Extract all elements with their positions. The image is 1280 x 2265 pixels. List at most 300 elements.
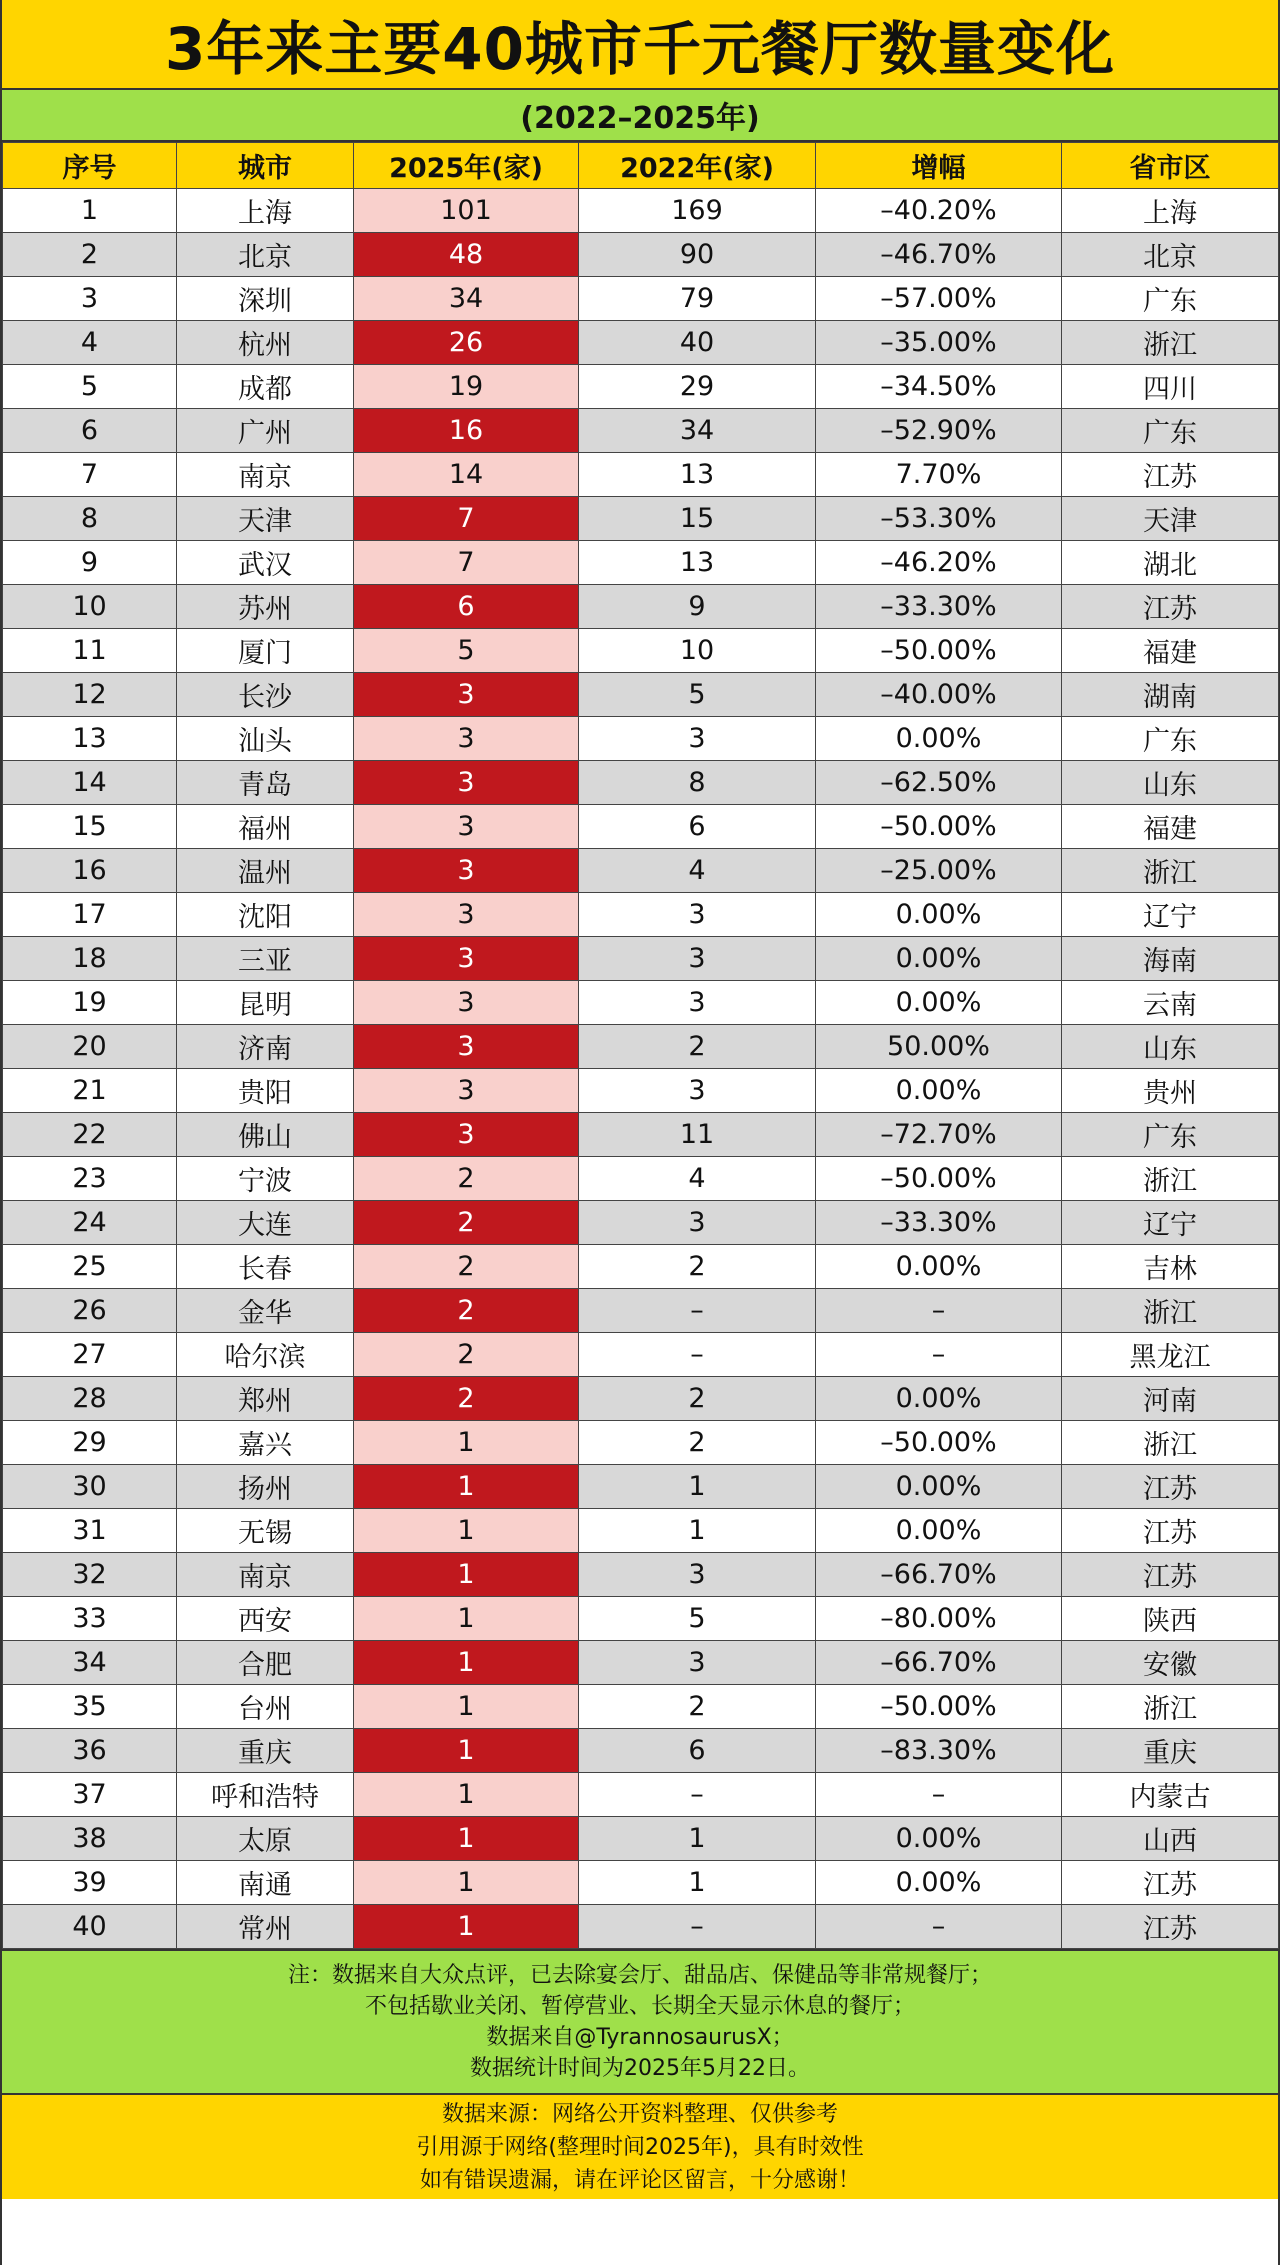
page-title: 3年来主要40城市千元餐厅数量变化 <box>2 0 1278 90</box>
cell-2025: 3 <box>354 1069 579 1113</box>
cell-2022: 3 <box>579 1641 816 1685</box>
cell-city: 无锡 <box>177 1509 354 1553</box>
cell-2022: 2 <box>579 1685 816 1729</box>
cell-province: 贵州 <box>1062 1069 1279 1113</box>
cell-province: 福建 <box>1062 805 1279 849</box>
cell-2025: 101 <box>354 189 579 233</box>
table-row <box>3 277 1279 321</box>
cell-province: 福建 <box>1062 629 1279 673</box>
table-row <box>3 1113 1279 1157</box>
cell-city: 长春 <box>177 1245 354 1289</box>
cell-change: 0.00% <box>816 893 1062 937</box>
cell-2022: 3 <box>579 981 816 1025</box>
header-2022: 2022年(家) <box>579 143 816 189</box>
cell-index: 33 <box>3 1597 177 1641</box>
cell-province: 黑龙江 <box>1062 1333 1279 1377</box>
cell-change: –50.00% <box>816 1421 1062 1465</box>
cell-2022: – <box>579 1905 816 1949</box>
cell-city: 广州 <box>177 409 354 453</box>
table-row <box>3 1025 1279 1069</box>
cell-2022: – <box>579 1289 816 1333</box>
cell-change: –46.20% <box>816 541 1062 585</box>
cell-city: 合肥 <box>177 1641 354 1685</box>
cell-index: 23 <box>3 1157 177 1201</box>
cell-2025: 3 <box>354 761 579 805</box>
cell-2025: 3 <box>354 1025 579 1069</box>
table-row <box>3 233 1279 277</box>
cell-2022: 11 <box>579 1113 816 1157</box>
cell-province: 广东 <box>1062 277 1279 321</box>
cell-change: 50.00% <box>816 1025 1062 1069</box>
cell-city: 汕头 <box>177 717 354 761</box>
cell-city: 武汉 <box>177 541 354 585</box>
cell-2025: 1 <box>354 1597 579 1641</box>
table-row <box>3 1773 1279 1817</box>
cell-index: 28 <box>3 1377 177 1421</box>
source-line: 数据来源：网络公开资料整理、仅供参考 <box>441 2101 838 2127</box>
cell-city: 苏州 <box>177 585 354 629</box>
cell-city: 沈阳 <box>177 893 354 937</box>
cell-city: 成都 <box>177 365 354 409</box>
table-row <box>3 805 1279 849</box>
cell-2022: 5 <box>579 1597 816 1641</box>
source-line: 如有错误遗漏，请在评论区留言，十分感谢！ <box>419 2167 860 2193</box>
cell-2025: 2 <box>354 1201 579 1245</box>
cell-index: 34 <box>3 1641 177 1685</box>
cell-change: –50.00% <box>816 805 1062 849</box>
cell-2022: 2 <box>579 1025 816 1069</box>
cell-index: 18 <box>3 937 177 981</box>
cell-change: 0.00% <box>816 1245 1062 1289</box>
cell-2022: 40 <box>579 321 816 365</box>
cell-2022: 34 <box>579 409 816 453</box>
cell-province: 辽宁 <box>1062 893 1279 937</box>
cell-city: 杭州 <box>177 321 354 365</box>
cell-2025: 3 <box>354 805 579 849</box>
cell-index: 9 <box>3 541 177 585</box>
table-row <box>3 497 1279 541</box>
cell-2025: 3 <box>354 937 579 981</box>
cell-2025: 3 <box>354 1113 579 1157</box>
cell-index: 32 <box>3 1553 177 1597</box>
page-subtitle: (2022–2025年) <box>2 90 1278 142</box>
cell-city: 西安 <box>177 1597 354 1641</box>
cell-2022: 5 <box>579 673 816 717</box>
cell-province: 江苏 <box>1062 1861 1279 1905</box>
cell-province: 云南 <box>1062 981 1279 1025</box>
header-2025: 2025年(家) <box>354 143 579 189</box>
cell-province: 湖北 <box>1062 541 1279 585</box>
cell-2022: 8 <box>579 761 816 805</box>
cell-city: 太原 <box>177 1817 354 1861</box>
cell-2022: 2 <box>579 1245 816 1289</box>
cell-2022: 3 <box>579 717 816 761</box>
cell-city: 宁波 <box>177 1157 354 1201</box>
cell-2025: 7 <box>354 497 579 541</box>
cell-2025: 1 <box>354 1641 579 1685</box>
cell-province: 河南 <box>1062 1377 1279 1421</box>
cell-index: 17 <box>3 893 177 937</box>
cell-province: 北京 <box>1062 233 1279 277</box>
cell-change: 7.70% <box>816 453 1062 497</box>
cell-index: 40 <box>3 1905 177 1949</box>
header-city: 城市 <box>177 143 354 189</box>
cell-2025: 1 <box>354 1685 579 1729</box>
table-row <box>3 1377 1279 1421</box>
cell-province: 广东 <box>1062 409 1279 453</box>
cell-index: 20 <box>3 1025 177 1069</box>
cell-2022: 3 <box>579 937 816 981</box>
cell-change: – <box>816 1905 1062 1949</box>
cell-index: 11 <box>3 629 177 673</box>
cell-2025: 1 <box>354 1817 579 1861</box>
cell-2025: 3 <box>354 981 579 1025</box>
cell-index: 37 <box>3 1773 177 1817</box>
table-row <box>3 1685 1279 1729</box>
table-row <box>3 849 1279 893</box>
table-row <box>3 1421 1279 1465</box>
table-row <box>3 761 1279 805</box>
source-panel <box>2 2095 1278 2199</box>
cell-change: –33.30% <box>816 585 1062 629</box>
table-row <box>3 673 1279 717</box>
note-line: 不包括歇业关闭、暂停营业、长期全天显示休息的餐厅； <box>364 1994 915 2019</box>
cell-province: 山东 <box>1062 1025 1279 1069</box>
cell-index: 6 <box>3 409 177 453</box>
cell-2022: 3 <box>579 1201 816 1245</box>
cell-change: –50.00% <box>816 1157 1062 1201</box>
cell-2025: 3 <box>354 849 579 893</box>
cell-index: 3 <box>3 277 177 321</box>
cell-change: –57.00% <box>816 277 1062 321</box>
cell-2025: 7 <box>354 541 579 585</box>
table-row <box>3 1861 1279 1905</box>
cell-change: –80.00% <box>816 1597 1062 1641</box>
cell-index: 22 <box>3 1113 177 1157</box>
cell-city: 南京 <box>177 1553 354 1597</box>
cell-city: 深圳 <box>177 277 354 321</box>
cell-2022: 1 <box>579 1509 816 1553</box>
table-row <box>3 1157 1279 1201</box>
cell-change: –33.30% <box>816 1201 1062 1245</box>
cell-change: – <box>816 1773 1062 1817</box>
cell-2025: 1 <box>354 1861 579 1905</box>
cell-index: 4 <box>3 321 177 365</box>
cell-province: 山东 <box>1062 761 1279 805</box>
cell-index: 10 <box>3 585 177 629</box>
cell-change: 0.00% <box>816 981 1062 1025</box>
cell-change: 0.00% <box>816 1465 1062 1509</box>
cell-2025: 26 <box>354 321 579 365</box>
note-line: 数据统计时间为2025年5月22日。 <box>470 2056 810 2081</box>
header-index: 序号 <box>3 143 177 189</box>
cell-2025: 1 <box>354 1465 579 1509</box>
table-row <box>3 1289 1279 1333</box>
cell-province: 辽宁 <box>1062 1201 1279 1245</box>
cell-city: 昆明 <box>177 981 354 1025</box>
cell-province: 陕西 <box>1062 1597 1279 1641</box>
cell-change: 0.00% <box>816 1509 1062 1553</box>
cell-index: 31 <box>3 1509 177 1553</box>
cell-city: 贵阳 <box>177 1069 354 1113</box>
cell-province: 广东 <box>1062 1113 1279 1157</box>
cell-province: 江苏 <box>1062 1553 1279 1597</box>
cell-change: 0.00% <box>816 937 1062 981</box>
table-row <box>3 717 1279 761</box>
cell-province: 浙江 <box>1062 1685 1279 1729</box>
cell-2025: 48 <box>354 233 579 277</box>
cell-city: 扬州 <box>177 1465 354 1509</box>
cell-province: 江苏 <box>1062 1465 1279 1509</box>
cell-2022: 1 <box>579 1465 816 1509</box>
note-line: 数据来自@TyrannosaurusX； <box>486 2025 794 2050</box>
cell-2022: 6 <box>579 1729 816 1773</box>
cell-index: 38 <box>3 1817 177 1861</box>
cell-2025: 3 <box>354 717 579 761</box>
cell-index: 12 <box>3 673 177 717</box>
cell-province: 内蒙古 <box>1062 1773 1279 1817</box>
cell-city: 大连 <box>177 1201 354 1245</box>
cell-city: 嘉兴 <box>177 1421 354 1465</box>
cell-change: –52.90% <box>816 409 1062 453</box>
cell-index: 16 <box>3 849 177 893</box>
cell-2022: 10 <box>579 629 816 673</box>
cell-change: 0.00% <box>816 1861 1062 1905</box>
cell-city: 哈尔滨 <box>177 1333 354 1377</box>
cell-index: 19 <box>3 981 177 1025</box>
cell-province: 江苏 <box>1062 585 1279 629</box>
cell-province: 四川 <box>1062 365 1279 409</box>
cell-province: 浙江 <box>1062 1289 1279 1333</box>
table-row <box>3 1729 1279 1773</box>
header-province: 省市区 <box>1062 143 1279 189</box>
table-row <box>3 893 1279 937</box>
cell-2022: 9 <box>579 585 816 629</box>
cell-2025: 2 <box>354 1377 579 1421</box>
cell-province: 江苏 <box>1062 1509 1279 1553</box>
cell-index: 29 <box>3 1421 177 1465</box>
cell-2025: 6 <box>354 585 579 629</box>
table-row <box>3 1509 1279 1553</box>
cell-change: –66.70% <box>816 1641 1062 1685</box>
restaurant-table <box>2 142 1279 1949</box>
cell-index: 15 <box>3 805 177 849</box>
cell-index: 13 <box>3 717 177 761</box>
cell-2025: 19 <box>354 365 579 409</box>
cell-change: –62.50% <box>816 761 1062 805</box>
cell-province: 重庆 <box>1062 1729 1279 1773</box>
cell-change: –46.70% <box>816 233 1062 277</box>
table-row <box>3 1553 1279 1597</box>
cell-city: 长沙 <box>177 673 354 717</box>
table-row <box>3 1465 1279 1509</box>
table-row <box>3 409 1279 453</box>
cell-province: 浙江 <box>1062 321 1279 365</box>
cell-city: 上海 <box>177 189 354 233</box>
cell-change: –34.50% <box>816 365 1062 409</box>
cell-city: 温州 <box>177 849 354 893</box>
cell-city: 郑州 <box>177 1377 354 1421</box>
cell-2025: 1 <box>354 1509 579 1553</box>
table-row <box>3 189 1279 233</box>
table-row <box>3 1597 1279 1641</box>
cell-index: 1 <box>3 189 177 233</box>
cell-change: –40.20% <box>816 189 1062 233</box>
note-line: 注：数据来自大众点评，已去除宴会厅、甜品店、保健品等非常规餐厅； <box>287 1963 992 1988</box>
cell-2025: 2 <box>354 1157 579 1201</box>
cell-index: 35 <box>3 1685 177 1729</box>
cell-2022: 4 <box>579 849 816 893</box>
cell-province: 安徽 <box>1062 1641 1279 1685</box>
cell-change: –40.00% <box>816 673 1062 717</box>
table-row <box>3 981 1279 1025</box>
table-row <box>3 629 1279 673</box>
cell-city: 厦门 <box>177 629 354 673</box>
table-row <box>3 1905 1279 1949</box>
cell-2022: 2 <box>579 1421 816 1465</box>
cell-change: – <box>816 1333 1062 1377</box>
cell-index: 30 <box>3 1465 177 1509</box>
cell-province: 山西 <box>1062 1817 1279 1861</box>
table-row <box>3 1069 1279 1113</box>
cell-2025: 1 <box>354 1729 579 1773</box>
cell-city: 佛山 <box>177 1113 354 1157</box>
cell-change: 0.00% <box>816 1817 1062 1861</box>
cell-index: 39 <box>3 1861 177 1905</box>
cell-city: 天津 <box>177 497 354 541</box>
cell-change: 0.00% <box>816 717 1062 761</box>
cell-index: 24 <box>3 1201 177 1245</box>
cell-2022: – <box>579 1333 816 1377</box>
cell-2022: 90 <box>579 233 816 277</box>
cell-2022: 169 <box>579 189 816 233</box>
cell-change: – <box>816 1289 1062 1333</box>
cell-2025: 2 <box>354 1245 579 1289</box>
cell-2025: 3 <box>354 673 579 717</box>
cell-province: 湖南 <box>1062 673 1279 717</box>
cell-2025: 14 <box>354 453 579 497</box>
cell-index: 36 <box>3 1729 177 1773</box>
table-row <box>3 1817 1279 1861</box>
cell-2025: 3 <box>354 893 579 937</box>
cell-city: 青岛 <box>177 761 354 805</box>
cell-city: 北京 <box>177 233 354 277</box>
cell-2022: 79 <box>579 277 816 321</box>
table-row <box>3 1333 1279 1377</box>
table-row <box>3 321 1279 365</box>
notes-panel <box>2 1949 1278 2095</box>
cell-2025: 2 <box>354 1333 579 1377</box>
cell-2022: 1 <box>579 1861 816 1905</box>
table-row <box>3 1201 1279 1245</box>
cell-2025: 34 <box>354 277 579 321</box>
table-row <box>3 541 1279 585</box>
cell-2022: 3 <box>579 1069 816 1113</box>
cell-index: 25 <box>3 1245 177 1289</box>
cell-city: 福州 <box>177 805 354 849</box>
cell-province: 浙江 <box>1062 849 1279 893</box>
table-header-row <box>3 143 1279 189</box>
cell-city: 台州 <box>177 1685 354 1729</box>
source-line: 引用源于网络(整理时间2025年)，具有时效性 <box>416 2134 864 2160</box>
table-row <box>3 453 1279 497</box>
cell-province: 浙江 <box>1062 1157 1279 1201</box>
cell-2022: 15 <box>579 497 816 541</box>
table-row <box>3 1641 1279 1685</box>
cell-2022: 3 <box>579 893 816 937</box>
cell-city: 常州 <box>177 1905 354 1949</box>
table-row <box>3 937 1279 981</box>
cell-2022: 29 <box>579 365 816 409</box>
table-row <box>3 365 1279 409</box>
cell-2022: 13 <box>579 453 816 497</box>
cell-2025: 1 <box>354 1773 579 1817</box>
cell-2025: 1 <box>354 1421 579 1465</box>
cell-province: 海南 <box>1062 937 1279 981</box>
cell-change: –35.00% <box>816 321 1062 365</box>
cell-index: 27 <box>3 1333 177 1377</box>
cell-2022: 4 <box>579 1157 816 1201</box>
table-row <box>3 585 1279 629</box>
cell-index: 7 <box>3 453 177 497</box>
cell-index: 26 <box>3 1289 177 1333</box>
cell-2025: 1 <box>354 1905 579 1949</box>
cell-2025: 1 <box>354 1553 579 1597</box>
cell-index: 5 <box>3 365 177 409</box>
cell-change: –50.00% <box>816 629 1062 673</box>
cell-index: 21 <box>3 1069 177 1113</box>
cell-index: 2 <box>3 233 177 277</box>
cell-change: –66.70% <box>816 1553 1062 1597</box>
cell-province: 江苏 <box>1062 453 1279 497</box>
cell-city: 金华 <box>177 1289 354 1333</box>
cell-change: –25.00% <box>816 849 1062 893</box>
cell-city: 南通 <box>177 1861 354 1905</box>
cell-province: 浙江 <box>1062 1421 1279 1465</box>
cell-2022: 2 <box>579 1377 816 1421</box>
cell-city: 呼和浩特 <box>177 1773 354 1817</box>
cell-2022: – <box>579 1773 816 1817</box>
cell-change: –83.30% <box>816 1729 1062 1773</box>
cell-2025: 5 <box>354 629 579 673</box>
header-change: 增幅 <box>816 143 1062 189</box>
cell-province: 吉林 <box>1062 1245 1279 1289</box>
cell-province: 天津 <box>1062 497 1279 541</box>
cell-index: 14 <box>3 761 177 805</box>
table-row <box>3 1245 1279 1289</box>
cell-city: 重庆 <box>177 1729 354 1773</box>
cell-province: 广东 <box>1062 717 1279 761</box>
cell-change: –50.00% <box>816 1685 1062 1729</box>
table-body <box>3 189 1279 1949</box>
cell-city: 南京 <box>177 453 354 497</box>
cell-index: 8 <box>3 497 177 541</box>
cell-province: 上海 <box>1062 189 1279 233</box>
cell-change: –53.30% <box>816 497 1062 541</box>
cell-2025: 16 <box>354 409 579 453</box>
cell-city: 三亚 <box>177 937 354 981</box>
cell-2022: 6 <box>579 805 816 849</box>
cell-change: 0.00% <box>816 1377 1062 1421</box>
cell-change: –72.70% <box>816 1113 1062 1157</box>
cell-province: 江苏 <box>1062 1905 1279 1949</box>
cell-change: 0.00% <box>816 1069 1062 1113</box>
cell-2022: 3 <box>579 1553 816 1597</box>
cell-2025: 2 <box>354 1289 579 1333</box>
cell-2022: 1 <box>579 1817 816 1861</box>
cell-2022: 13 <box>579 541 816 585</box>
cell-city: 济南 <box>177 1025 354 1069</box>
